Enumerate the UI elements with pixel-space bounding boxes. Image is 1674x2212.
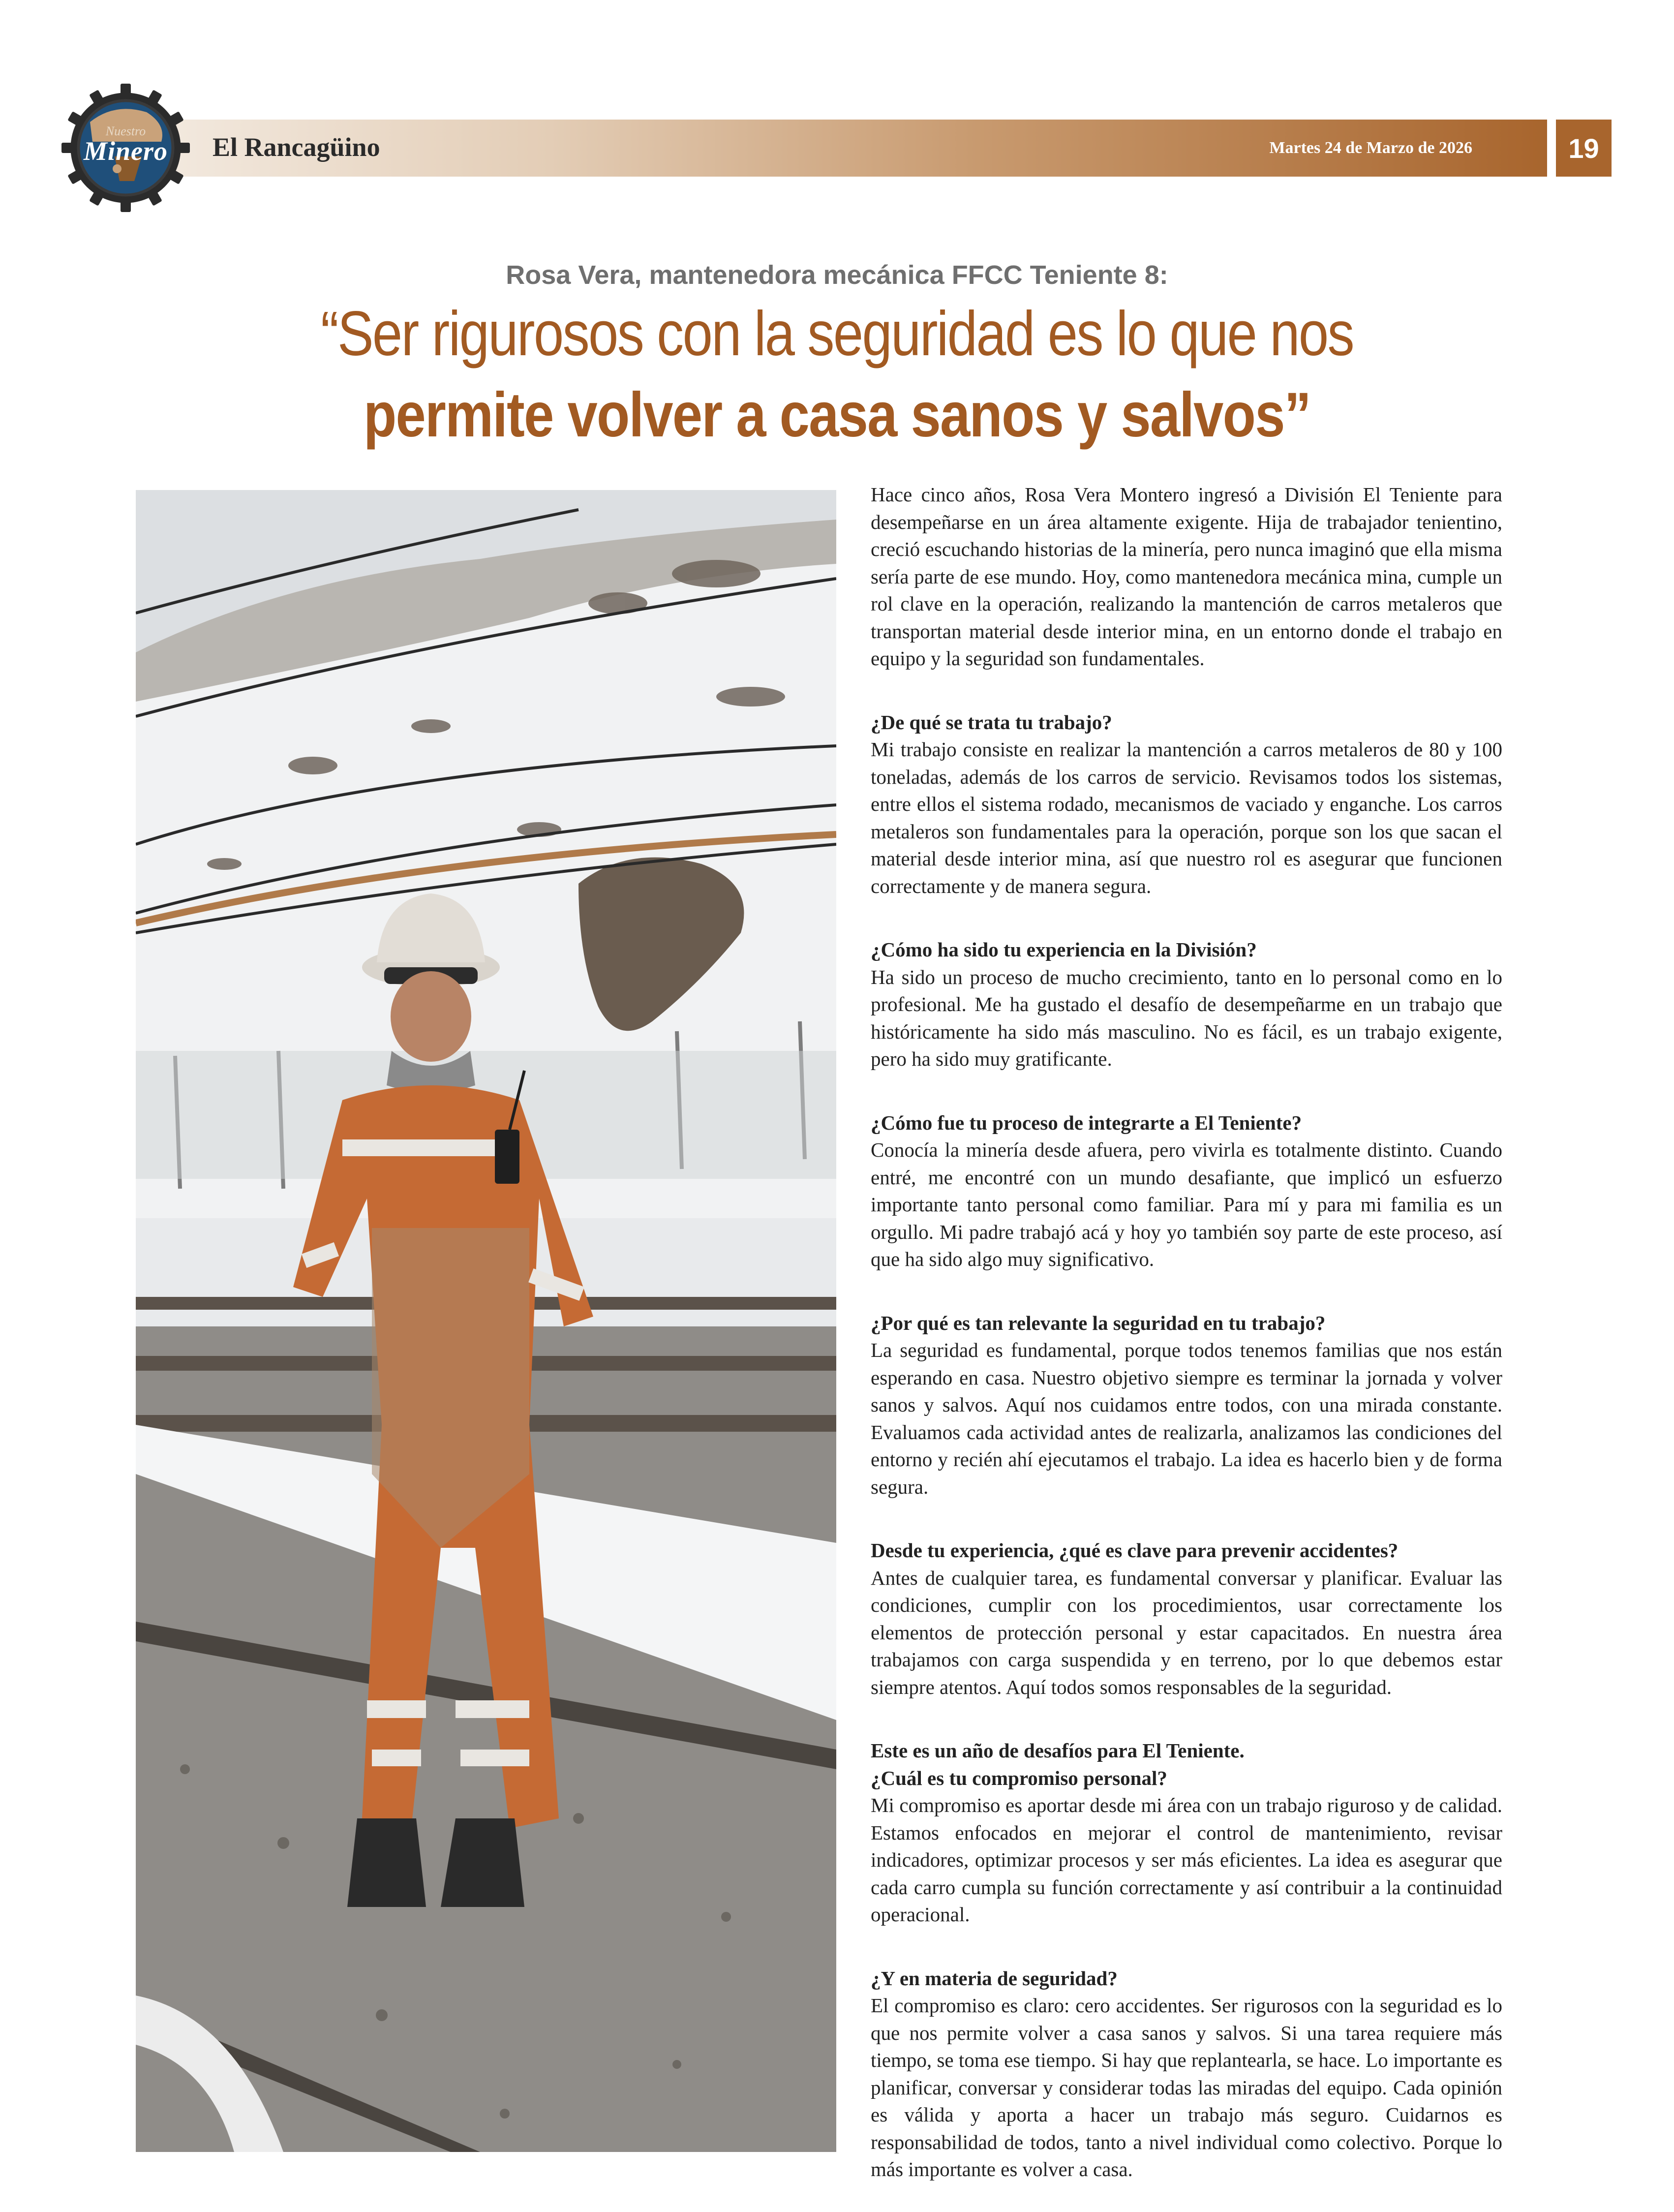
qa-block [871, 1737, 1502, 1929]
headline-line-1: “Ser rigurosos con la seguridad es lo que nos [321, 299, 1353, 369]
issue-date: Martes 24 de Marzo de 2026 [1269, 139, 1472, 157]
logo-overline: Nuestro [105, 124, 146, 138]
qa-block [871, 1109, 1502, 1273]
qa-answer: Conocía la minería desde afuera, pero vivirla es totalmente distinto. Cuando entré, me encontré con un mundo desafiante, que implicó un esfuerzo importante tanto personal como familiar. Para mí y para mi familia es un orgullo. Mi padre trabajó acá y hoy yo también soy parte de este proceso, así que ha sido algo muy significativo. [871, 1138, 1502, 1270]
qa-question: Este es un año de desafíos para El Teniente. [871, 1739, 1245, 1762]
qa-question: Desde tu experiencia, ¿qué es clave para prevenir accidentes? [871, 1539, 1399, 1562]
logo-wordmark: Minero [83, 136, 168, 166]
qa-block [871, 1965, 1502, 2183]
article-body [871, 481, 1502, 2183]
qa-answer: La seguridad es fundamental, porque todos tenemos familias que nos están esperando en casa. Nuestro objetivo siempre es terminar la jornada y volver sanos y salvos. Aquí nos cuidamos entre todos, con una mirada constante. Evaluamos cada actividad antes de realizarla, analizamos las condiciones del entorno y recién ahí ejecutamos el trabajo. La idea es hacerlo bien y de forma segura. [871, 1339, 1502, 1498]
article-kicker: Rosa Vera, mantenedora mecánica FFCC Teniente 8: [506, 260, 1168, 290]
headline-line-2: permite volver a casa sanos y salvos” [363, 380, 1311, 450]
qa-question: ¿Por qué es tan relevante la seguridad en tu trabajo? [871, 1311, 1326, 1334]
qa-question: ¿Y en materia de seguridad? [871, 1966, 1118, 1990]
qa-answer: Mi trabajo consiste en realizar la mantención a carros metaleros de 80 y 100 toneladas, además de los carros de servicio. Revisamos todos los sistemas, entre ellos el sistema rodado, mecanismos de vaciado y enganche. Los carros metaleros son fundamentales para la operación, porque son los que sacan el material desde interior mina, así que nuestro rol es asegurar que funcionen correctamente y de manera segura. [871, 738, 1502, 897]
qa-block [871, 1310, 1502, 1501]
qa-question-line-2: ¿Cuál es tu compromiso personal? [871, 1766, 1167, 1789]
qa-question: ¿De qué se trata tu trabajo? [871, 710, 1112, 734]
qa-block [871, 936, 1502, 1073]
article-intro: Hace cinco años, Rosa Vera Montero ingresó a División El Teniente para desempeñarse en un área altamente exigente. Hija de trabajador tenientino, creció escuchando historias de la minería, pero nunca imaginó que ella misma sería parte de ese mundo. Hoy, como mantenedora mecánica mina, cumple un rol clave en la operación, realizando la mantención de carros metaleros que transportan material desde interior mina, en un entorno donde el trabajo en equipo y la seguridad son fundamentales. [871, 483, 1502, 670]
qa-question: ¿Cómo fue tu proceso de integrarte a El Teniente? [871, 1111, 1302, 1134]
nuestro-minero-logo [61, 83, 191, 213]
worker-photo [136, 490, 836, 2152]
qa-answer: Mi compromiso es aportar desde mi área con un trabajo riguroso y de calidad. Estamos enfocados en mejorar el control de mantenimiento, revisar indicadores, optimizar procesos y ser más eficientes. La idea es asegurar que cada carro cumpla su función correctamente y así contribuir a la continuidad operacional. [871, 1794, 1502, 1926]
page-number: 19 [1556, 120, 1612, 177]
qa-answer: Ha sido un proceso de mucho crecimiento, tanto en lo personal como en lo profesional. Me ha gustado el desafío de desempeñarme en un trabajo que históricamente ha sido más masculino. No es fácil, es un trabajo exigente, pero ha sido muy gratificante. [871, 965, 1502, 1070]
qa-block [871, 1537, 1502, 1701]
qa-question: ¿Cómo ha sido tu experiencia en la División? [871, 938, 1257, 961]
qa-answer: El compromiso es claro: cero accidentes. Ser rigurosos con la seguridad es lo que nos permite volver a casa sanos y salvos. Si una tarea requiere más tiempo, se toma ese tiempo. Si hay que replantearla, se hace. Lo importante es planificar, conversar y considerar todas las miradas del equipo. Cada opinión es válida y aporta a hacer un trabajo más seguro. Cuidarnos es responsabilidad de todos, tanto a nivel individual como colectivo. Porque lo más importante es volver a casa. [871, 1994, 1502, 2181]
newspaper-name: El Rancagüino [213, 132, 380, 162]
qa-answer: Antes de cualquier tarea, es fundamental conversar y planificar. Evaluar las condiciones, cumplir con los procedimientos, usar correctamente los elementos de protección personal y estar capacitados. En nuestra área trabajamos con carga suspendida y en terreno, por lo que debemos estar siempre atentos. Aquí todos somos responsables de la seguridad. [871, 1566, 1502, 1698]
qa-block [871, 709, 1502, 900]
